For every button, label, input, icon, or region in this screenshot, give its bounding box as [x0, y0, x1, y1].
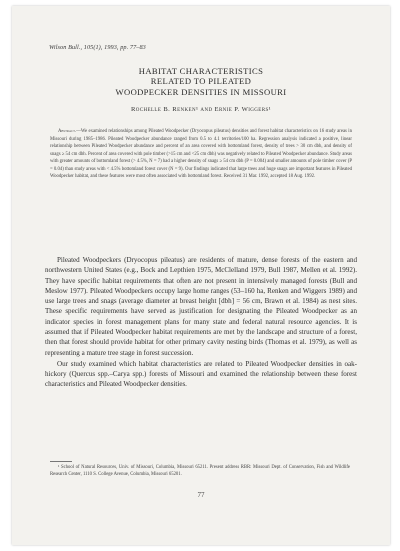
title-line-2: RELATED TO PILEATED: [150, 76, 252, 87]
body-paragraph-2: Our study examined which habitat characteristics are related to Pileated Woodpecker densities in oak-hickory (Quercus spp.–Carya spp.) forests of Missouri and examined the relationship between these forest characteristics and Pileated Woodpecker densities.: [45, 359, 357, 389]
abstract-label: Abstract.: [58, 129, 77, 134]
body-text: [45, 255, 357, 390]
body-paragraph-1: Pileated Woodpeckers (Dryocopus pileatus) are residents of mature, dense forests of the eastern and northwestern United States (e.g., Bock and Lepthien 1975, McClelland 1979, Bull 1987, Mellen et al. 1992). They have specific habitat requirements that often are not present in intensively managed forests (Bull and Meslow 1977). Pileated Woodpeckers occupy large home ranges (53–160 ha, Renken and Wiggers 1989) and use large trees and snags (average diameter at breast height [dbh] = 56 cm, Brawn et al. 1984) as nest sites. These specific requirements have served as justification for designating the Pileated Woodpecker as an indicator species in forest management plans for many state and federal natural resource agencies. It is assumed that if Pileated Woodpecker habitat requirements are met by the landscape and structure of a forest, then that forest should provide habitat for other primary cavity nesting birds (Thomas et al. 1979), as well as representing a mature tree stage in forest succession.: [45, 256, 357, 357]
journal-citation: Wilson Bull., 105(1), 1993, pp. 77–83: [49, 44, 146, 51]
abstract: [50, 128, 352, 181]
page-number: 77: [197, 491, 205, 499]
footnote: ¹ School of Natural Resources, Univ. of Missouri, Columbia, Missouri 65211. Present address RBR: Missouri Dept. of Conservation, Fish and Wildlife Research Center, 1110 S. College Avenue, Columbia, Missouri 65201.: [50, 465, 350, 477]
abstract-text: —We examined relationships among Pileated Woodpecker (Dryocopus pileatus) densities and forest habitat characteristics on 16 study areas in Missouri during 1985–1986. Pileated Woodpecker abundance ranged from 0.5 to 4.1 territories/100 ha. Regression analysis indicated a positive, linear relationship between Pileated Woodpecker abundance and percent of an area covered with bottomland forest, density of trees > 30 cm dbh, and density of snags ≥ 54 cm dbh. Percent of area covered with pole timber (>15 cm and <25 cm dbh) was negatively related to Pileated Woodpecker abundance. Study areas with greater amounts of bottomland forest (> 4.5%, N = 7) had a higher density of snags ≥ 54 cm dbh (P = 0.004) and smaller amounts of pole timber cover (P = 0.04) than study areas with < 4.5% bottomland forest cover (N = 9). Our findings indicated that large trees and huge snags are important features in Pileated Woodpecker habitat, and these features were most often associated with bottomland forest. Received 31 Mar. 1992, accepted 18 Aug. 1992.: [50, 129, 352, 180]
title-line-3: WOODPECKER DENSITIES IN MISSOURI: [115, 86, 287, 97]
footnote-divider: [50, 461, 72, 462]
author-line: Rochelle B. Renken¹ and Ernie P. Wiggers¹: [130, 106, 272, 113]
article-title: [12, 66, 390, 97]
title-line-1: HABITAT CHARACTERISTICS: [138, 66, 264, 76]
journal-page: [12, 6, 390, 545]
